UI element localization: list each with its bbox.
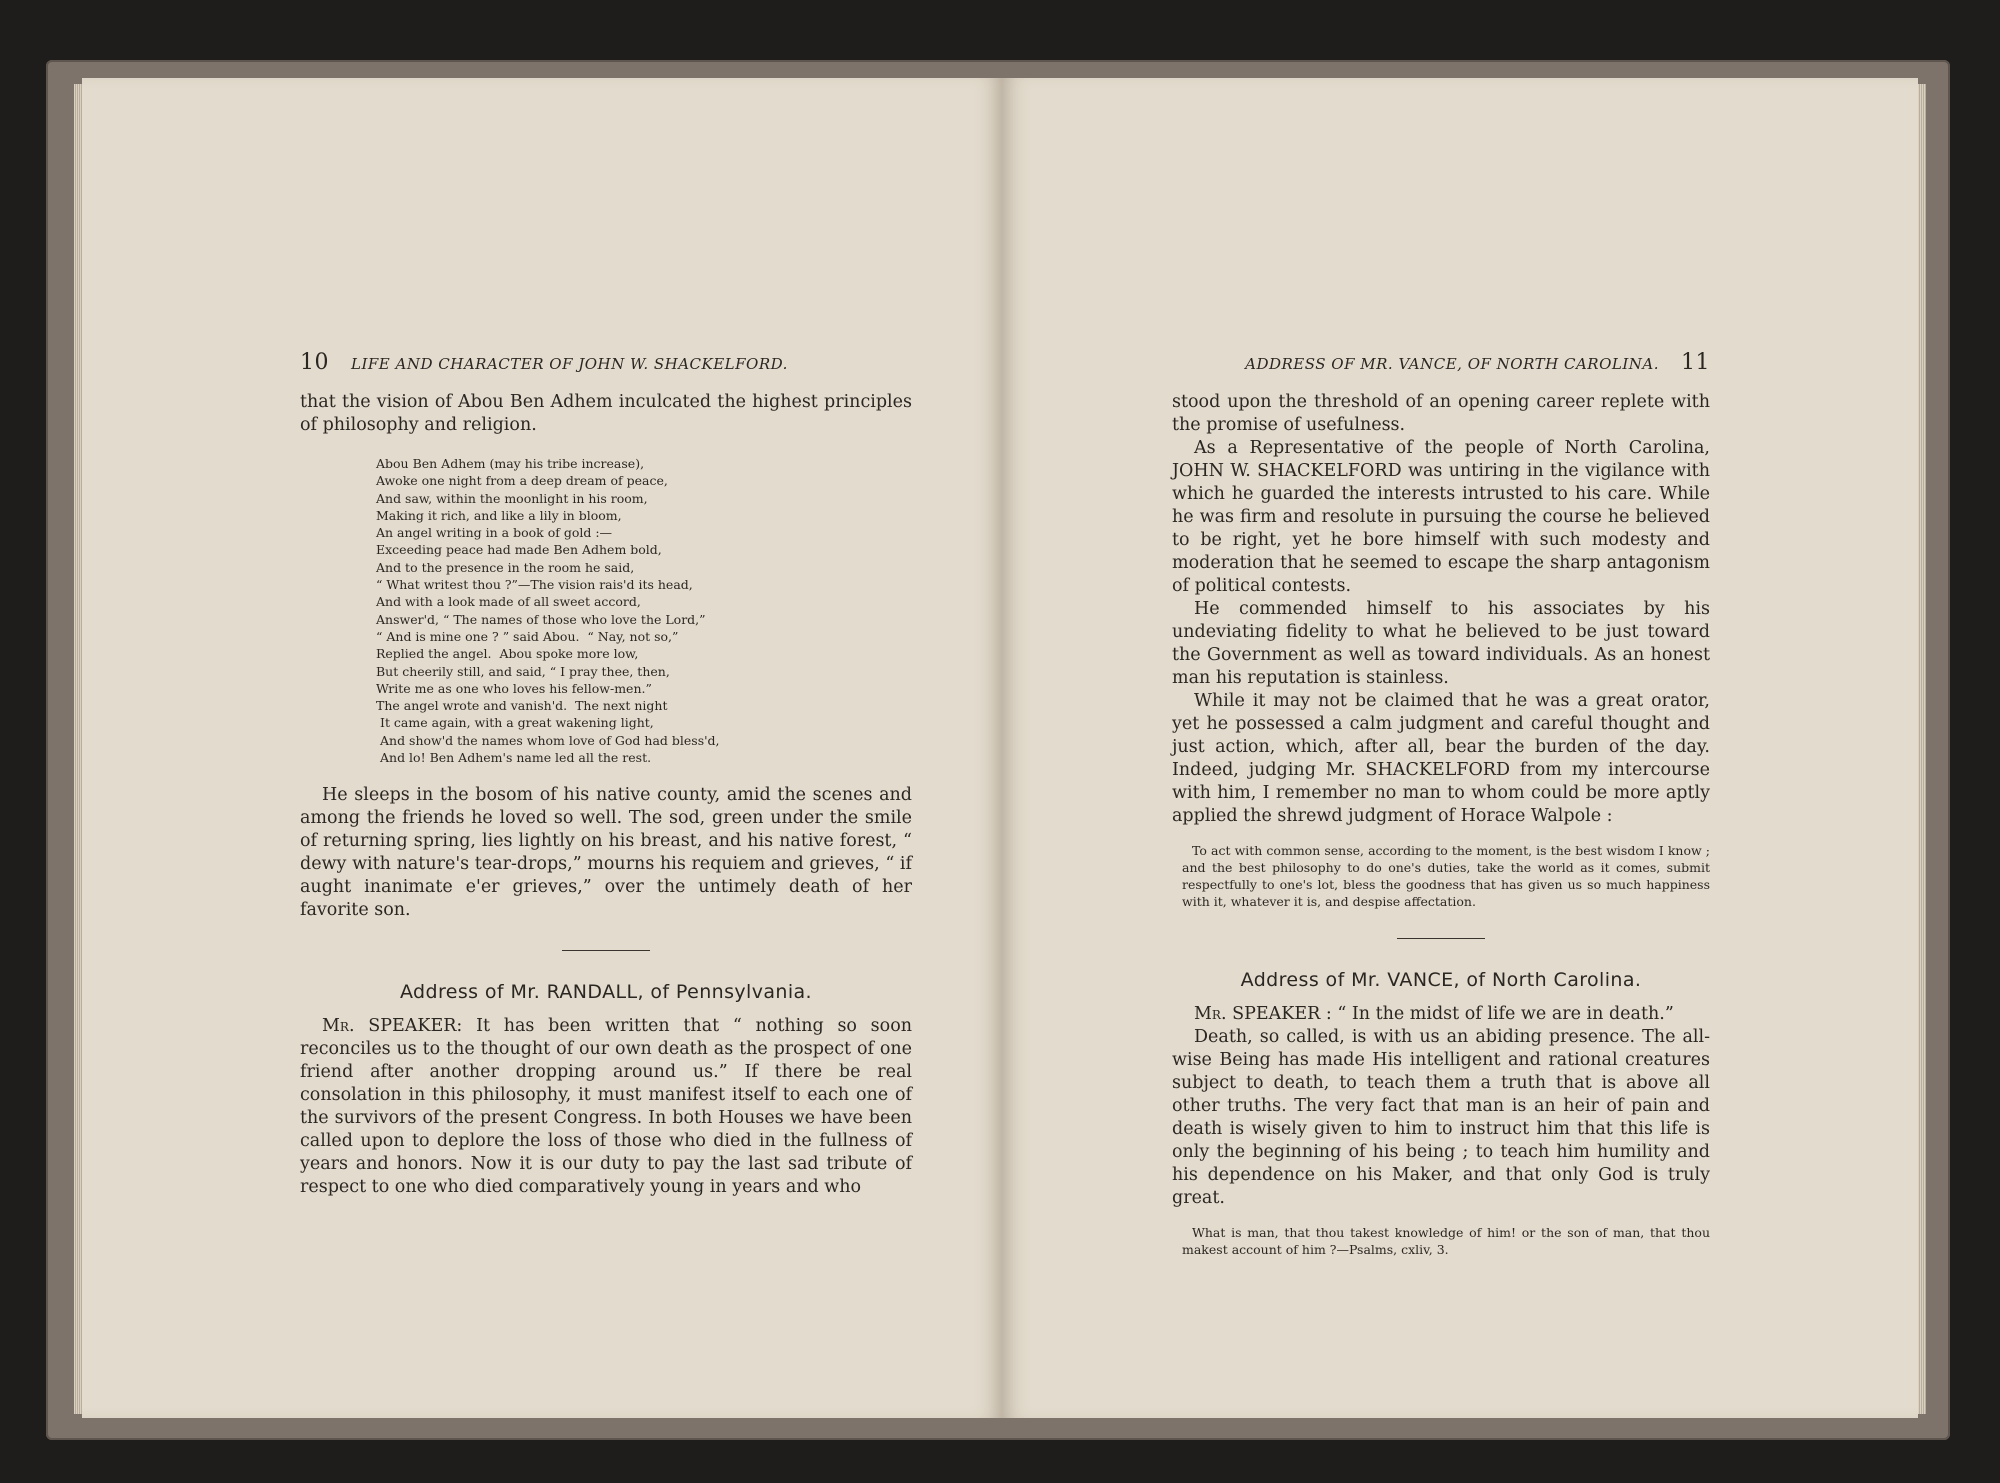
address-opening bbox=[1172, 1003, 1710, 1026]
address-text: It has been written that “ nothing so soon reconciles us to the thought of our own death as the prospect of one friend after another dropping around us.” If there be real consolation in this philosophy, it must manifest itself to each one of the survivors of the present Congress. In both Houses we have been called upon to deplore the loss of those who died in the fullness of years and honors. Now it is our duty to pay the last sad tribute of respect to one who died comparatively young in years and who bbox=[300, 1016, 912, 1198]
poem-line: And to the presence in the room he said, bbox=[376, 559, 635, 575]
running-head-title: ADDRESS OF MR. VANCE, OF NORTH CAROLINA. bbox=[1245, 355, 1659, 373]
poem-line: And show'd the names whom love of God had bless'd, bbox=[380, 732, 720, 748]
poem-line: “ What writest thou ?”—The vision rais'd its head, bbox=[376, 577, 693, 593]
section-heading: Address of Mr. RANDALL, of Pennsylvania. bbox=[399, 981, 812, 1004]
body-paragraph: He sleeps in the bosom of his native county, amid the scenes and among the friends he loved so well. The sod, green under the smile of returning spring, lies lightly on his breast, and his native forest, “ dewy with nature's tear-drops,” mourns his requiem and grieves, “ if aught inanimate e'er grieves,” over the untimely death of her favorite son. bbox=[300, 785, 912, 921]
page-number: 11 bbox=[1681, 350, 1710, 375]
poem-line: “ And is mine one ? ” said Abou. “ Nay, not so,” bbox=[376, 628, 679, 644]
poem-line: It came again, with a great wakening light, bbox=[380, 715, 654, 731]
poem-line: But cheerily still, and said, “ I pray thee, then, bbox=[376, 663, 670, 679]
left-page-content bbox=[300, 350, 912, 1199]
quote-text: To act with common sense, according to the moment, is the best wisdom I know ; and the best philosophy to do one's duties, take the world as it comes, submit respectfully to one's lot, bless the goodness that has given us so much happiness with it, whatever it is, and despise affectation. bbox=[1182, 843, 1710, 909]
poem-line: Making it rich, and like a lily in bloom, bbox=[376, 507, 622, 523]
right-page-content bbox=[1172, 350, 1710, 1258]
speaker-label: Mr. SPEAKER : bbox=[1194, 1004, 1332, 1024]
speaker-label: Mr. SPEAKER: bbox=[322, 1016, 463, 1037]
poem-line: Exceeding peace had made Ben Adhem bold, bbox=[376, 542, 662, 558]
poem-block bbox=[376, 455, 912, 766]
poem-line: Abou Ben Adhem (may his tribe increase), bbox=[376, 456, 645, 471]
poem-line: And saw, within the moonlight in his room, bbox=[376, 490, 648, 506]
address-paragraph bbox=[300, 1015, 912, 1199]
section-divider bbox=[1397, 938, 1485, 939]
left-running-head bbox=[300, 350, 912, 375]
poem-line: And lo! Ben Adhem's name led all the rest. bbox=[380, 750, 652, 766]
address-paragraph: Death, so called, is with us an abiding presence. The all-wise Being has made His intelligent and rational creatures subject to death, to teach them a truth that is above all other truths. The very fact that man is an heir of pain and death is wisely given to him to instruct him that this life is only the beginning of his being ; to teach him humility and his dependence on his Maker, and that only God is truly great. bbox=[1172, 1027, 1710, 1208]
right-running-head bbox=[1172, 350, 1710, 375]
poem-line: Replied the angel. Abou spoke more low, bbox=[376, 646, 639, 662]
running-head-title: LIFE AND CHARACTER OF JOHN W. SHACKELFORD. bbox=[351, 355, 788, 373]
body-paragraph: While it may not be claimed that he was a great orator, yet he possessed a calm judgment and careful thought and just action, which, after all, bear the burden of the day. Indeed, judging Mr. SHACKELFORD from my intercourse with him, I remember no man to whom could be more aptly applied the shrewd judgment of Horace Walpole : bbox=[1172, 691, 1710, 826]
intro-paragraph: that the vision of Abou Ben Adhem inculcated the highest principles of philosophy and religion. bbox=[300, 392, 912, 435]
walpole-quote bbox=[1182, 842, 1710, 910]
body-paragraph: stood upon the threshold of an opening career replete with the promise of usefulness. bbox=[1172, 392, 1710, 435]
section-heading: Address of Mr. VANCE, of North Carolina. bbox=[1240, 969, 1642, 991]
scripture-text: What is man, that thou takest knowledge of him! or the son of man, that thou makest account of him ?—Psalms, cxliv, 3. bbox=[1182, 1225, 1710, 1257]
poem-line: Write me as one who loves his fellow-men.” bbox=[376, 680, 652, 696]
poem-line: And with a look made of all sweet accord, bbox=[376, 594, 641, 610]
scripture-quote bbox=[1182, 1224, 1710, 1258]
poem-line: Answer'd, “ The names of those who love the Lord,” bbox=[376, 611, 706, 627]
section-divider bbox=[562, 950, 650, 951]
left-page bbox=[82, 78, 1003, 1418]
body-paragraph: As a Representative of the people of North Carolina, JOHN W. SHACKELFORD was untiring in the vigilance with which he guarded the interests intrusted to his care. While he was firm and resolute in pursuing the course he believed to be right, yet he bore himself with such modesty and moderation that he seemed to escape the sharp antagonism of political contests. bbox=[1172, 438, 1710, 596]
poem-line: The angel wrote and vanish'd. The next night bbox=[376, 698, 668, 714]
poem-line: Awoke one night from a deep dream of peace, bbox=[376, 473, 668, 489]
body-paragraph: He commended himself to his associates by his undeviating fidelity to what he believed to be just toward the Government as well as toward individuals. As an honest man his reputation is stainless. bbox=[1172, 599, 1710, 688]
address-open-text: “ In the midst of life we are in death.” bbox=[1331, 1004, 1674, 1024]
poem-line: An angel writing in a book of gold :— bbox=[376, 525, 613, 541]
page-number: 10 bbox=[300, 350, 329, 375]
right-page bbox=[1002, 78, 1918, 1418]
